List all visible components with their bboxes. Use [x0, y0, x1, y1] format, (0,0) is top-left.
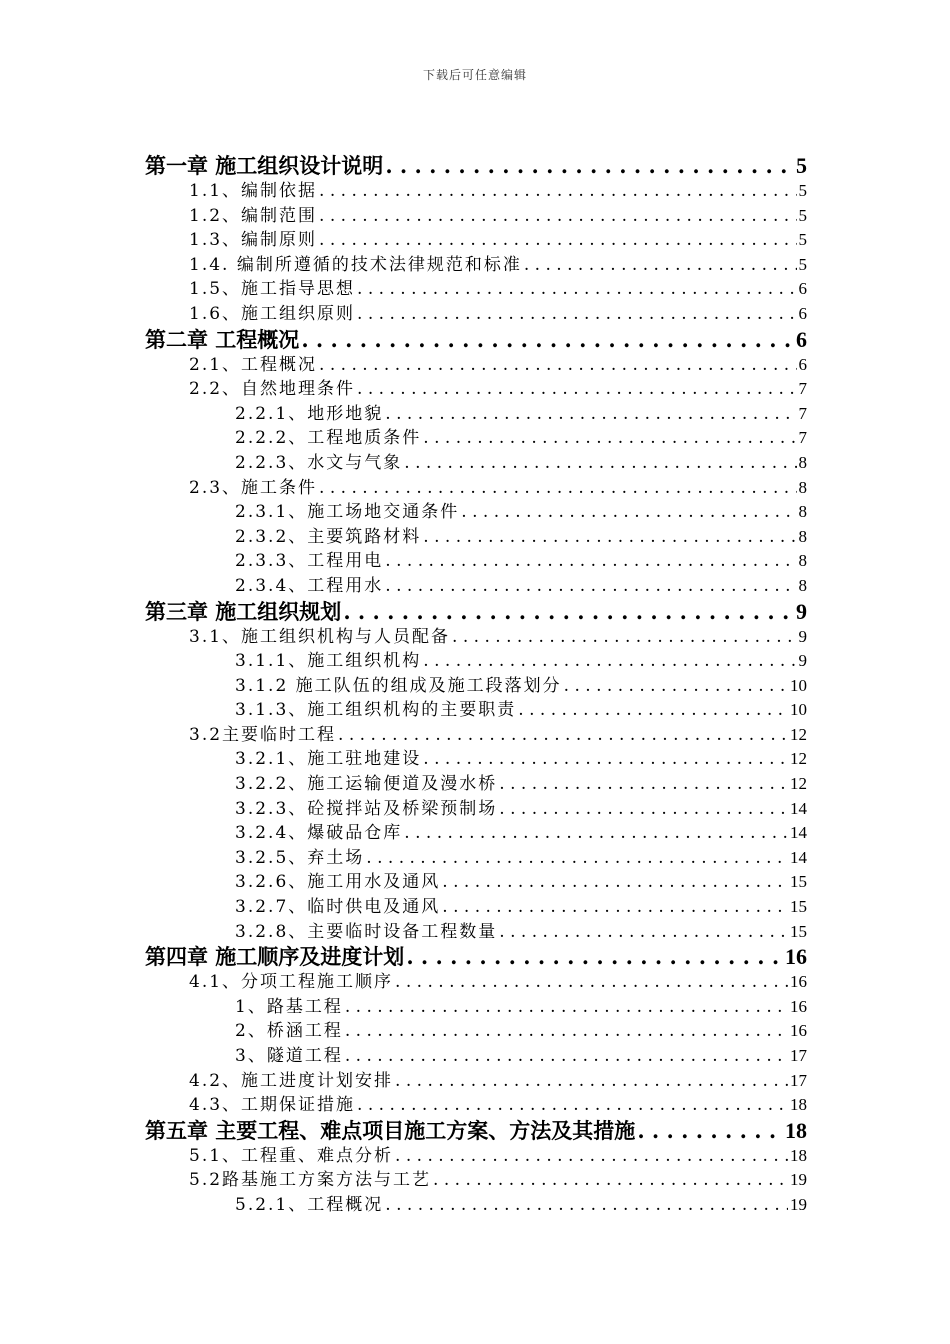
toc-entry-title: 1.2、编制范围: [189, 205, 318, 226]
toc-page-number: 15: [790, 897, 807, 917]
toc-entry-title: 5.2路基施工方案方法与工艺: [189, 1170, 432, 1190]
toc-dot-leader: [345, 1046, 788, 1066]
toc-dot-leader: [395, 972, 788, 992]
toc-entry-title: 3.1.1、施工组织机构: [235, 651, 422, 671]
toc-page-number: 15: [790, 872, 807, 892]
toc-entry-title: 3.2.4、爆破品仓库: [235, 823, 403, 843]
toc-dot-leader: [343, 599, 794, 622]
toc-dot-leader: [357, 1095, 788, 1115]
toc-dot-leader: [357, 304, 796, 324]
toc-section-entry[interactable]: [145, 671, 807, 696]
toc-entry-title: 2.2.2、工程地质条件: [235, 428, 422, 448]
toc-section-entry[interactable]: [145, 274, 807, 299]
toc-dot-leader: [319, 206, 796, 226]
toc-dot-leader: [385, 1195, 788, 1215]
toc-page-number: 9: [796, 598, 807, 622]
toc-dot-leader: [385, 404, 796, 424]
toc-dot-leader: [433, 1170, 788, 1190]
toc-page-number: 19: [790, 1170, 807, 1190]
toc-chapter-entry[interactable]: [145, 324, 807, 350]
toc-dot-leader: [366, 848, 788, 868]
toc-entry-title: 3.2.7、临时供电及通风: [235, 897, 441, 917]
toc-dot-leader: [524, 255, 797, 275]
toc-entry-title: 2.3.4、工程用水: [235, 575, 384, 596]
toc-dot-leader: [461, 502, 796, 522]
toc-page-number: 12: [790, 724, 807, 744]
toc-entry-title: 1.1、编制依据: [189, 181, 318, 201]
toc-section-entry[interactable]: [145, 892, 807, 917]
toc-page-number: 6: [796, 326, 807, 350]
toc-section-entry[interactable]: [145, 350, 807, 375]
toc-entry-title: 第四章 施工顺序及进度计划: [145, 944, 405, 968]
toc-section-entry[interactable]: [145, 225, 807, 250]
toc-entry-title: 3.2.3、砼搅拌站及桥梁预制场: [235, 798, 498, 819]
toc-page-number: 8: [798, 452, 807, 472]
toc-section-entry[interactable]: [145, 1090, 807, 1115]
toc-dot-leader: [518, 700, 788, 720]
toc-entry-title: 2、桥涵工程: [235, 1021, 343, 1041]
toc-page-number: 17: [790, 1070, 807, 1090]
toc-chapter-entry[interactable]: [145, 941, 807, 967]
toc-entry-title: 1.3、编制原则: [189, 230, 318, 250]
toc-dot-leader: [319, 181, 796, 201]
toc-page-number: 14: [790, 847, 807, 867]
toc-chapter-entry[interactable]: [145, 596, 807, 622]
toc-page-number: 16: [785, 944, 807, 968]
toc-section-entry[interactable]: [145, 250, 807, 275]
toc-dot-leader: [357, 279, 796, 299]
toc-dot-leader: [385, 551, 796, 571]
toc-page-number: 8: [798, 502, 807, 522]
toc-dot-leader: [385, 576, 796, 596]
toc-entry-title: 3.1.3、施工组织机构的主要职责: [235, 700, 517, 720]
toc-dot-leader: [499, 774, 788, 794]
toc-section-entry[interactable]: [145, 695, 807, 720]
toc-page-number: 15: [790, 921, 807, 941]
toc-entry-title: 第三章 施工组织规划: [145, 598, 342, 622]
toc-dot-leader: [423, 428, 796, 448]
toc-entry-title: 4.2、施工进度计划安排: [189, 1070, 394, 1091]
toc-section-entry[interactable]: [145, 1141, 807, 1166]
toc-section-entry[interactable]: [145, 622, 807, 647]
toc-page-number: 12: [790, 774, 807, 794]
toc-dot-leader: [442, 872, 788, 892]
toc-section-entry[interactable]: [145, 794, 807, 819]
toc-entry-title: 2.3.1、施工场地交通条件: [235, 502, 460, 522]
toc-entry-title: 第五章 主要工程、难点项目施工方案、方法及其措施: [145, 1117, 636, 1141]
toc-page-number: 16: [790, 996, 807, 1016]
toc-section-entry[interactable]: [145, 1165, 807, 1190]
toc-section-entry[interactable]: [145, 720, 807, 745]
toc-section-entry[interactable]: [145, 917, 807, 942]
toc-section-entry[interactable]: [145, 448, 807, 473]
toc-dot-leader: [319, 478, 796, 498]
toc-entry-title: 3.2主要临时工程: [189, 724, 337, 745]
toc-section-entry[interactable]: [145, 399, 807, 424]
toc-entry-title: 4.1、分项工程施工顺序: [189, 972, 394, 992]
toc-chapter-entry[interactable]: [145, 150, 807, 176]
toc-entry-title: 2.3.2、主要筑路材料: [235, 526, 422, 547]
toc-dot-leader: [499, 799, 788, 819]
toc-section-entry[interactable]: [145, 867, 807, 892]
toc-dot-leader: [404, 453, 796, 473]
toc-entry-title: 3.2.2、施工运输便道及漫水桥: [235, 774, 498, 794]
toc-entry-title: 第二章 工程概况: [145, 326, 300, 350]
toc-dot-leader: [404, 823, 788, 843]
toc-page-number: 7: [798, 428, 807, 448]
toc-page-number: 18: [790, 1095, 807, 1115]
toc-section-entry[interactable]: [145, 967, 807, 992]
toc-page-number: 5: [798, 230, 807, 250]
toc-entry-title: 1、路基工程: [235, 996, 343, 1017]
toc-page-number: 7: [798, 379, 807, 399]
toc-page-number: 14: [790, 823, 807, 843]
toc-entry-title: 第一章 施工组织设计说明: [145, 153, 384, 176]
toc-dot-leader: [564, 676, 788, 696]
toc-entry-title: 3.2.6、施工用水及通风: [235, 872, 441, 893]
toc-section-entry[interactable]: [145, 992, 807, 1017]
toc-entry-title: 1.5、施工指导思想: [189, 279, 356, 299]
toc-entry-title: 2.3、施工条件: [189, 477, 318, 498]
toc-dot-leader: [423, 527, 796, 547]
toc-section-entry[interactable]: [145, 522, 807, 547]
toc-page-number: 5: [798, 205, 807, 225]
toc-dot-leader: [499, 922, 788, 942]
toc-section-entry[interactable]: [145, 423, 807, 448]
toc-dot-leader: [395, 1071, 788, 1091]
toc-entry-title: 5.1、工程重、难点分析: [189, 1145, 394, 1166]
toc-section-entry[interactable]: [145, 473, 807, 498]
toc-section-entry[interactable]: [145, 843, 807, 868]
toc-entry-title: 3、隧道工程: [235, 1046, 343, 1066]
toc-section-entry[interactable]: [145, 818, 807, 843]
toc-entry-title: 2.3.3、工程用电: [235, 551, 384, 571]
toc-dot-leader: [423, 651, 796, 671]
toc-page-number: 17: [790, 1046, 807, 1065]
toc-page-number: 8: [798, 551, 807, 571]
toc-entry-title: 3.1.2 施工队伍的组成及施工段落划分: [235, 675, 562, 696]
toc-entry-title: 2.2.3、水文与气象: [235, 452, 403, 473]
toc-page-number: 16: [790, 972, 807, 992]
toc-section-entry[interactable]: [145, 1190, 807, 1215]
page-header-note: 下载后可任意编辑: [422, 68, 527, 82]
toc-entry-title: 2.2.1、地形地貌: [235, 403, 384, 424]
toc-page-number: 16: [790, 1021, 807, 1041]
toc-entry-title: 4.3、工期保证措施: [189, 1095, 356, 1115]
toc-entry-title: 1.4. 编制所遵循的技术法律规范和标准: [189, 254, 522, 275]
toc-page-number: 8: [798, 526, 807, 546]
toc-page-number: 18: [790, 1145, 807, 1165]
toc-entry-title: 3.2.1、施工驻地建设: [235, 749, 422, 770]
toc-section-entry[interactable]: [145, 201, 807, 226]
toc-dot-leader: [338, 725, 788, 745]
table-of-contents: [145, 150, 807, 1215]
toc-page-number: 9: [798, 626, 807, 646]
toc-dot-leader: [357, 379, 796, 399]
toc-section-entry[interactable]: [145, 176, 807, 201]
toc-page-number: 10: [790, 700, 807, 720]
toc-page-number: 6: [798, 354, 807, 374]
toc-section-entry[interactable]: [145, 299, 807, 324]
toc-entry-title: 5.2.1、工程概况: [235, 1194, 384, 1215]
toc-dot-leader: [385, 153, 794, 176]
toc-page-number: 6: [798, 279, 807, 299]
toc-section-entry[interactable]: [145, 374, 807, 399]
toc-entry-title: 3.2.5、弃土场: [235, 847, 365, 868]
toc-dot-leader: [442, 897, 788, 917]
toc-page-number: 14: [790, 798, 807, 818]
toc-entry-title: 3.1、施工组织机构与人员配备: [189, 626, 451, 647]
toc-dot-leader: [395, 1146, 788, 1166]
toc-section-entry[interactable]: [145, 1016, 807, 1041]
toc-page-number: 5: [796, 153, 807, 176]
toc-entry-title: 3.2.8、主要临时设备工程数量: [235, 921, 498, 942]
toc-section-entry[interactable]: [145, 1041, 807, 1066]
toc-section-entry[interactable]: [145, 744, 807, 769]
toc-section-entry[interactable]: [145, 571, 807, 596]
toc-page-number: 8: [798, 477, 807, 497]
toc-dot-leader: [637, 1118, 783, 1141]
toc-dot-leader: [345, 1021, 788, 1041]
toc-page-number: 9: [798, 651, 807, 671]
toc-page-number: 18: [785, 1117, 807, 1141]
toc-entry-title: 2.2、自然地理条件: [189, 379, 356, 399]
toc-section-entry[interactable]: [145, 646, 807, 671]
toc-entry-title: 1.6、施工组织原则: [189, 303, 356, 324]
toc-chapter-entry[interactable]: [145, 1115, 807, 1141]
toc-entry-title: 2.1、工程概况: [189, 354, 318, 375]
toc-page-number: 19: [790, 1194, 807, 1214]
toc-dot-leader: [345, 997, 788, 1017]
toc-section-entry[interactable]: [145, 497, 807, 522]
toc-section-entry[interactable]: [145, 769, 807, 794]
toc-page-number: 12: [790, 749, 807, 769]
toc-page-number: 10: [790, 675, 807, 695]
toc-section-entry[interactable]: [145, 1066, 807, 1091]
toc-dot-leader: [319, 355, 796, 375]
toc-page-number: 7: [798, 403, 807, 423]
toc-section-entry[interactable]: [145, 546, 807, 571]
toc-page-number: 6: [798, 303, 807, 323]
toc-dot-leader: [406, 944, 783, 967]
toc-dot-leader: [319, 230, 796, 250]
toc-page-number: 5: [798, 254, 807, 274]
toc-page-number: 8: [798, 575, 807, 595]
toc-dot-leader: [452, 627, 796, 647]
toc-dot-leader: [301, 327, 794, 350]
toc-page-number: 5: [798, 181, 807, 200]
toc-dot-leader: [423, 749, 788, 769]
